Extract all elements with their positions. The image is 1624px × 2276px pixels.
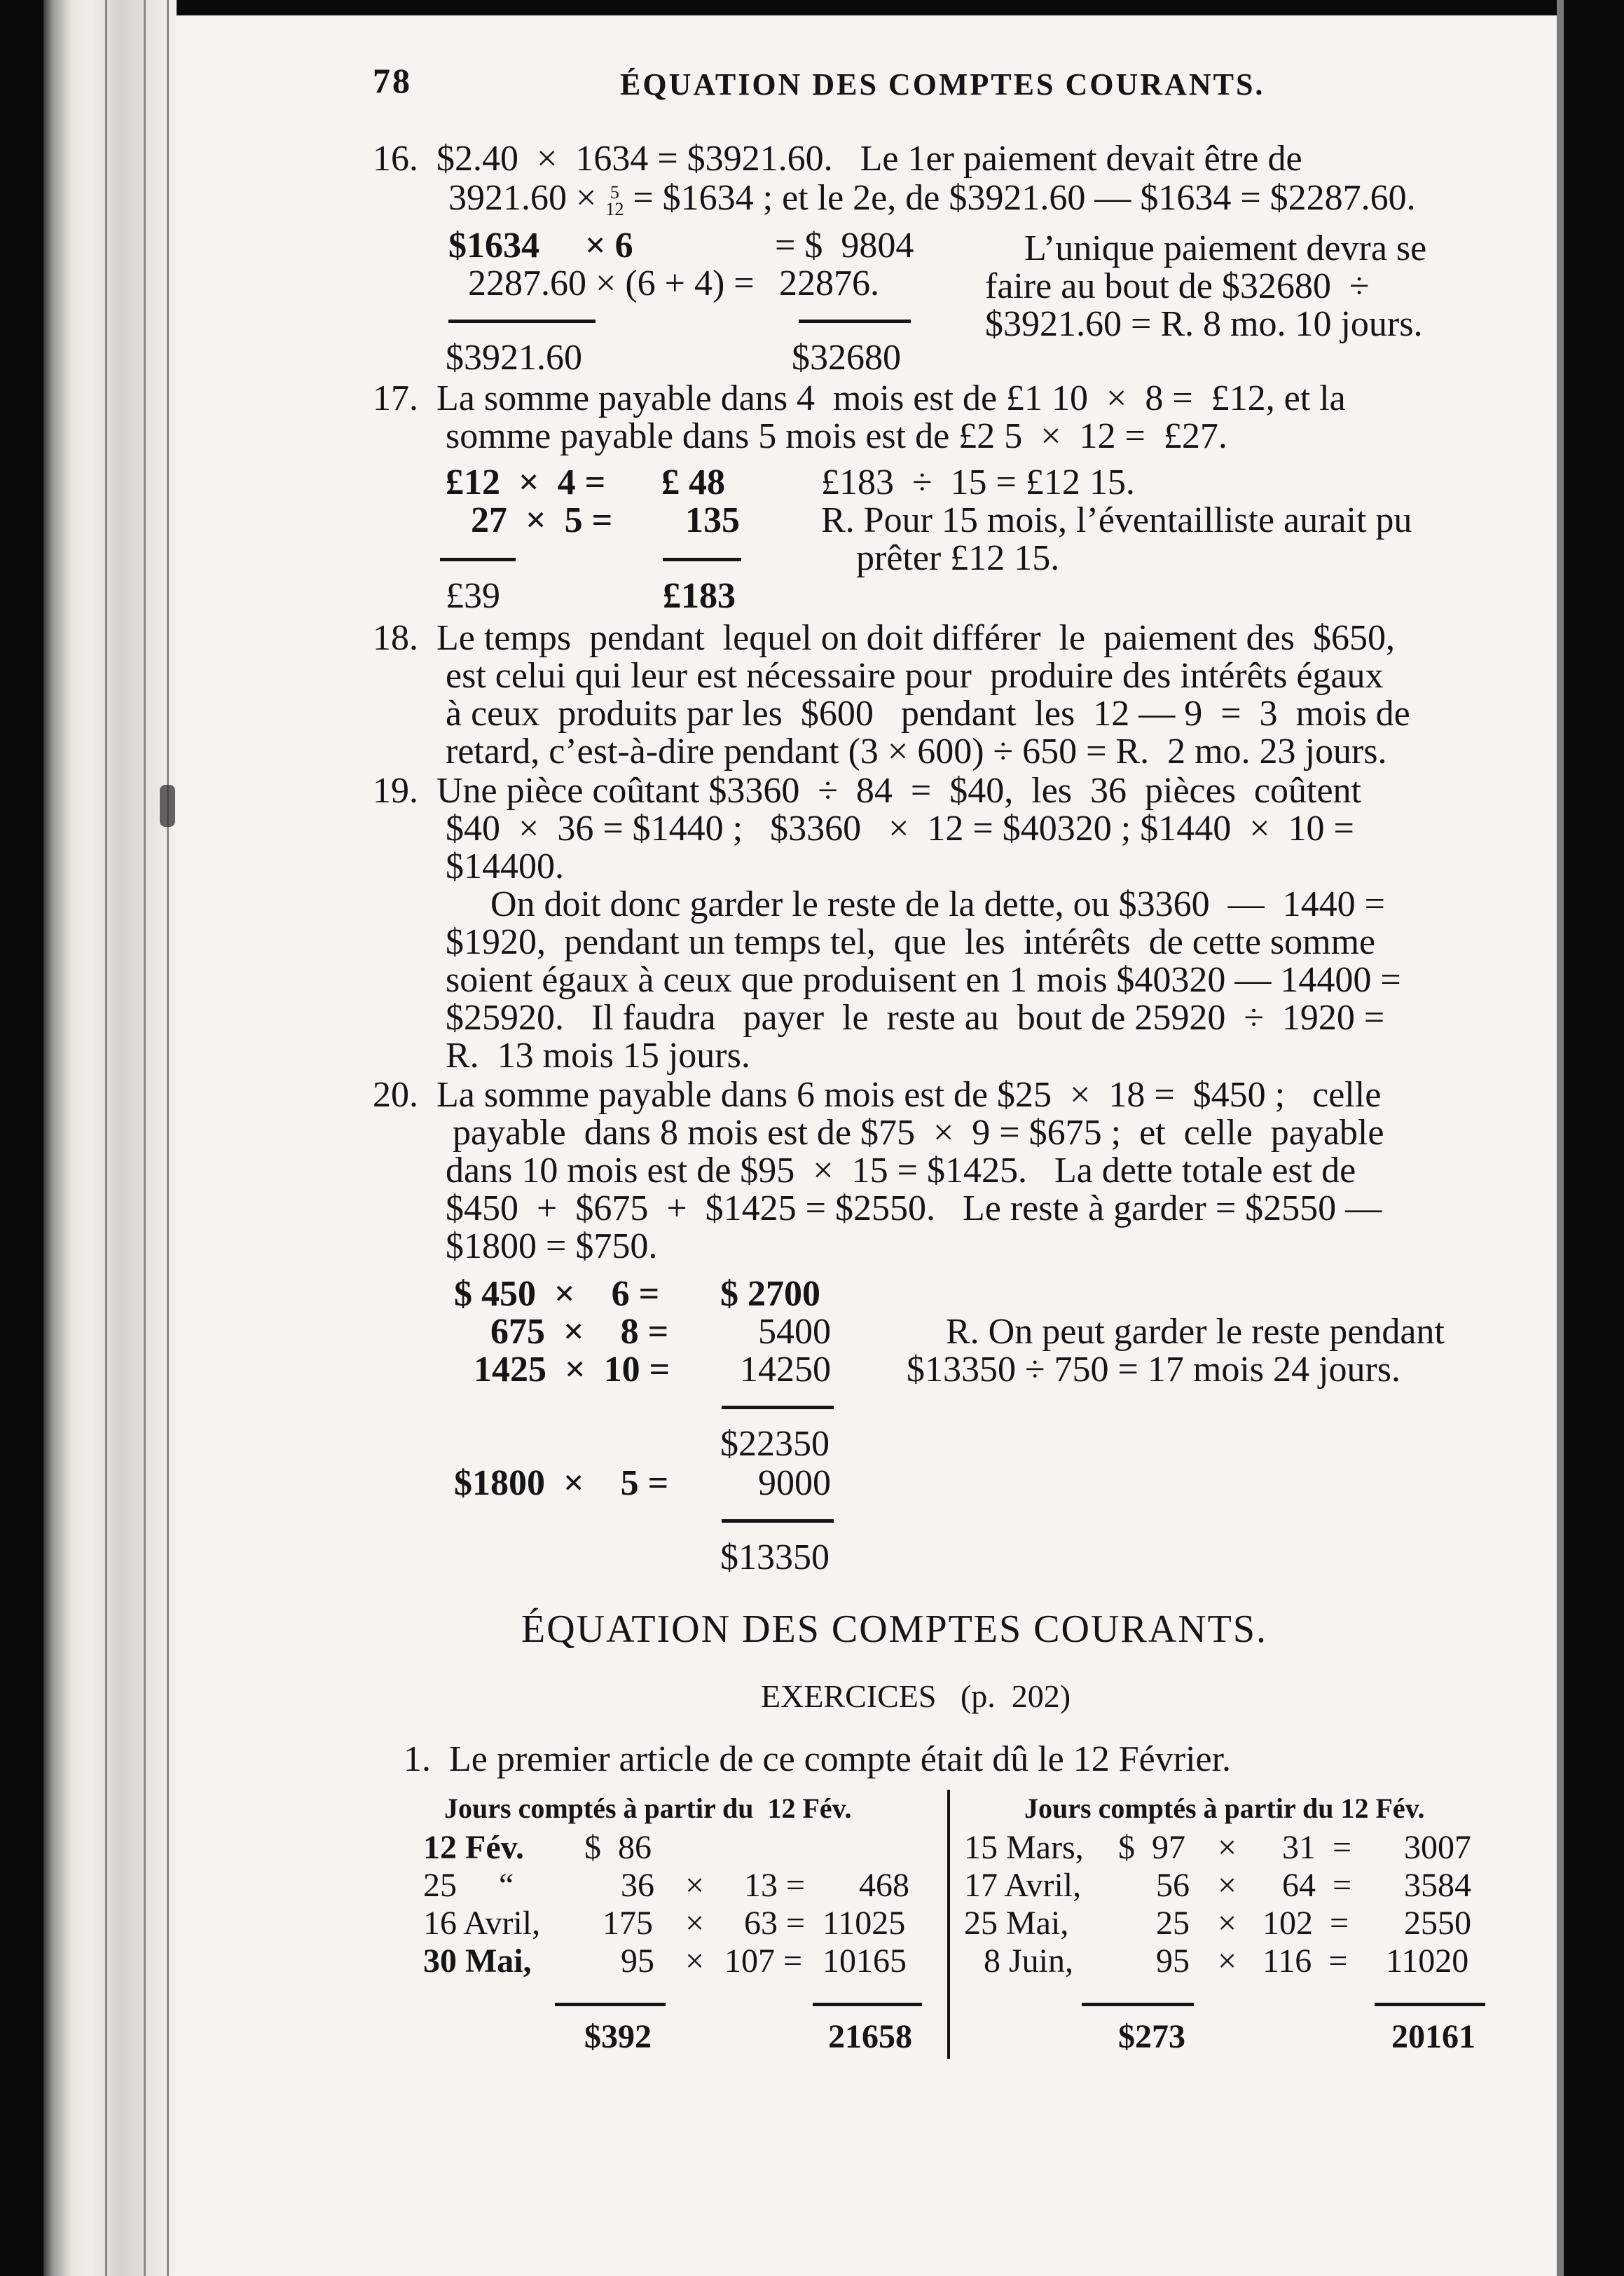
p17-calc-total: £39 [446, 576, 500, 616]
p17-calc-2: 27 × 5 = [471, 500, 613, 540]
p16-answer-3: $3921.60 = R. 8 mo. 10 jours. [985, 304, 1423, 344]
p19-line-2: $40 × 36 = $1440 ; $3360 × 12 = $40320 ; $1440 × 10 = [446, 809, 1354, 849]
p17-result-2: 135 [685, 500, 740, 540]
p17-answer-1: £183 ÷ 15 = £12 15. [821, 462, 1135, 502]
p20-result-1: $ 2700 [720, 1274, 820, 1314]
sum-rule [813, 2003, 922, 2006]
ex1-left-amount: 175 [603, 1905, 653, 1942]
p18-line-4: retard, c’est-à-dire pendant (3 × 600) ÷ 650 = R. 2 mo. 23 jours. [446, 732, 1387, 772]
ex1-right-amount: 25 [1156, 1905, 1190, 1942]
p20-answer-1: R. On peut garder le reste pendant [946, 1312, 1445, 1352]
p16-line-2a: 3921.60 × [448, 178, 597, 218]
ex1-right-date: 15 Mars, [964, 1829, 1084, 1866]
ex1-right-days: 102 = [1262, 1905, 1349, 1942]
p19-line-6: soient égaux à ceux que produisent en 1 mois $40320 — 14400 = [446, 960, 1401, 1000]
p20-calc-5: $1800 × 5 = [454, 1463, 669, 1503]
p19-line-1: 19. Une pièce coûtant $3360 ÷ 84 = $40, les 36 pièces coûtent [373, 771, 1361, 811]
page-edge-line [167, 0, 169, 2276]
sum-rule [663, 558, 741, 561]
ex1-right-times: × [1218, 1829, 1237, 1866]
p20-line-4: $450 + $675 + $1425 = $2550. Le reste à garder = $2550 — [446, 1188, 1382, 1228]
ex1-right-amount: 56 [1156, 1867, 1190, 1904]
p17-answer-2: R. Pour 15 mois, l’éventailliste aurait pu [821, 500, 1412, 540]
p19-line-3: $14400. [446, 846, 564, 886]
ex1-right-times: × [1218, 1867, 1237, 1904]
ex1-right-product: 2550 [1404, 1905, 1471, 1942]
page-number: 78 [373, 61, 412, 100]
table-divider [947, 1790, 950, 2059]
ex1-left-amount: 36 [621, 1867, 654, 1904]
ex1-right-total-amount: $273 [1118, 2018, 1185, 2055]
ex1-right-header: Jours comptés à partir du 12 Fév. [1024, 1792, 1425, 1824]
p20-subtotal: $22350 [720, 1424, 830, 1464]
book-gutter [43, 0, 177, 2276]
ex1-left-days: 107 = [724, 1942, 803, 1980]
ex1-right-total-product: 20161 [1391, 2018, 1475, 2055]
ex1-right-times: × [1218, 1942, 1237, 1980]
ex1-left-times: × [685, 1867, 705, 1904]
ex1-intro: 1. Le premier article de ce compte était dû le 12 Février. [404, 1739, 1232, 1779]
p20-answer-2: $13350 ÷ 750 = 17 mois 24 jours. [907, 1350, 1401, 1390]
p16-answer-2: faire au bout de $32680 ÷ [985, 266, 1370, 306]
p20-line-3: dans 10 mois est de $95 × 15 = $1425. La dette totale est de [446, 1151, 1356, 1191]
ex1-right-date: 8 Juin, [984, 1942, 1074, 1980]
ex1-left-amount: 95 [621, 1942, 654, 1980]
p19-line-4: On doit donc garder le reste de la dette, ou $3360 — 1440 = [490, 884, 1385, 924]
ex1-right-days: 116 = [1262, 1942, 1348, 1980]
ex1-left-amount: $ 86 [584, 1829, 652, 1866]
p16-calc-1: $1634 × 6 [448, 226, 633, 266]
ex1-left-total-product: 21658 [828, 2018, 912, 2055]
p20-calc-3: 1425 × 10 = [474, 1350, 670, 1390]
ex1-left-product: 10165 [823, 1942, 907, 1980]
ex1-right-product: 3007 [1404, 1829, 1471, 1866]
ex1-left-header: Jours comptés à partir du 12 Fév. [444, 1792, 852, 1824]
p16-calc-total: $3921.60 [446, 338, 582, 378]
ex1-left-date: 25 “ [423, 1867, 514, 1904]
p16-line-2 [448, 178, 1416, 219]
p16-result-total: $32680 [792, 338, 901, 378]
ex1-right-times: × [1218, 1905, 1237, 1942]
p19-line-5: $1920, pendant un temps tel, que les intérêts de cette somme [446, 922, 1376, 962]
p20-result-3: 14250 [740, 1350, 831, 1390]
scan-border-left [0, 0, 43, 2276]
sum-rule [799, 320, 911, 323]
p17-answer-3: prêter £12 15. [856, 538, 1060, 578]
ex1-right-amount: $ 97 [1118, 1829, 1185, 1866]
scan-border-right [1564, 0, 1624, 2276]
p16-calc-2: 2287.60 × (6 + 4) = [468, 263, 755, 303]
p20-line-2: payable dans 8 mois est de $75 × 9 = $675 ; et celle payable [453, 1113, 1384, 1153]
scan-border-top [0, 0, 1624, 15]
ex1-right-amount: 95 [1156, 1942, 1190, 1980]
p19-line-8: R. 13 mois 15 jours. [446, 1036, 750, 1076]
sum-rule [722, 1406, 834, 1409]
p18-line-3: à ceux produits par les $600 pendant les 12 — 9 = 3 mois de [446, 694, 1410, 734]
p18-line-2: est celui qui leur est nécessaire pour produire des intérêts égaux [446, 656, 1384, 696]
ex1-right-days: 64 = [1282, 1867, 1352, 1904]
p17-line-1: 17. La somme payable dans 4 mois est de £1 10 × 8 = £12, et la [373, 378, 1346, 418]
p20-line-5: $1800 = $750. [446, 1226, 658, 1266]
ink-smudge [160, 785, 175, 827]
p20-result-5: 9000 [758, 1463, 831, 1503]
sum-rule [1082, 2003, 1194, 2006]
page-edge-line [144, 0, 146, 2276]
ex1-left-product: 468 [859, 1867, 909, 1904]
fraction [605, 184, 624, 218]
ex1-left-date: 12 Fév. [423, 1829, 524, 1866]
ex1-left-times: × [685, 1942, 705, 1980]
p20-calc-1: $ 450 × 6 = [454, 1274, 660, 1314]
ex1-left-date: 30 Mai, [423, 1942, 532, 1980]
p17-calc-1: £12 × 4 = [446, 462, 606, 502]
p16-line-1: 16. $2.40 × 1634 = $3921.60. Le 1er paiement devait être de [373, 139, 1302, 179]
p17-result-1: £ 48 [661, 462, 725, 502]
ex1-left-days: 63 = [744, 1905, 806, 1942]
p17-result-total: £183 [663, 576, 736, 616]
running-title: ÉQUATION DES COMPTES COURANTS. [620, 67, 1265, 102]
ex1-left-total-amount: $392 [584, 2018, 652, 2055]
p20-line-1: 20. La somme payable dans 6 mois est de $25 × 18 = $450 ; celle [373, 1075, 1382, 1115]
section-title: ÉQUATION DES COMPTES COURANTS. [521, 1607, 1267, 1651]
ex1-right-product: 11020 [1386, 1942, 1469, 1980]
ex1-right-date: 17 Avril, [964, 1867, 1082, 1904]
sum-rule [1375, 2003, 1485, 2006]
sum-rule [722, 1519, 834, 1523]
fraction-denominator: 12 [605, 199, 624, 220]
p20-calc-2: 675 × 8 = [490, 1312, 669, 1352]
ex1-right-product: 3584 [1404, 1867, 1471, 1904]
sum-rule [555, 2003, 666, 2006]
p16-line-2b: = $1634 ; et le 2e, de $3921.60 — $1634 = $2287.60. [633, 178, 1416, 218]
fraction-numerator: 5 [610, 182, 619, 203]
sum-rule [448, 320, 596, 323]
ex1-right-date: 25 Mai, [964, 1905, 1069, 1942]
p20-total: $13350 [720, 1537, 830, 1577]
p18-line-1: 18. Le temps pendant lequel on doit différer le paiement des $650, [373, 618, 1395, 658]
page-edge-line [105, 0, 107, 2276]
p19-line-7: $25920. Il faudra payer le reste au bout de 25920 ÷ 1920 = [446, 998, 1385, 1038]
p16-result-2: 22876. [779, 263, 879, 303]
sum-rule [440, 558, 516, 561]
ex1-left-times: × [685, 1905, 705, 1942]
p17-line-2: somme payable dans 5 mois est de £2 5 × 12 = £27. [446, 416, 1227, 456]
ex1-left-days: 13 = [744, 1867, 806, 1904]
ex1-left-product: 11025 [823, 1905, 906, 1942]
p16-answer-1: L’unique paiement devra se [1024, 228, 1427, 268]
p16-result-1: = $ 9804 [775, 226, 914, 266]
ex1-right-days: 31 = [1282, 1829, 1352, 1866]
section-subtitle: EXERCICES (p. 202) [761, 1678, 1071, 1714]
ex1-left-date: 16 Avril, [423, 1905, 541, 1942]
p20-result-2: 5400 [758, 1312, 831, 1352]
